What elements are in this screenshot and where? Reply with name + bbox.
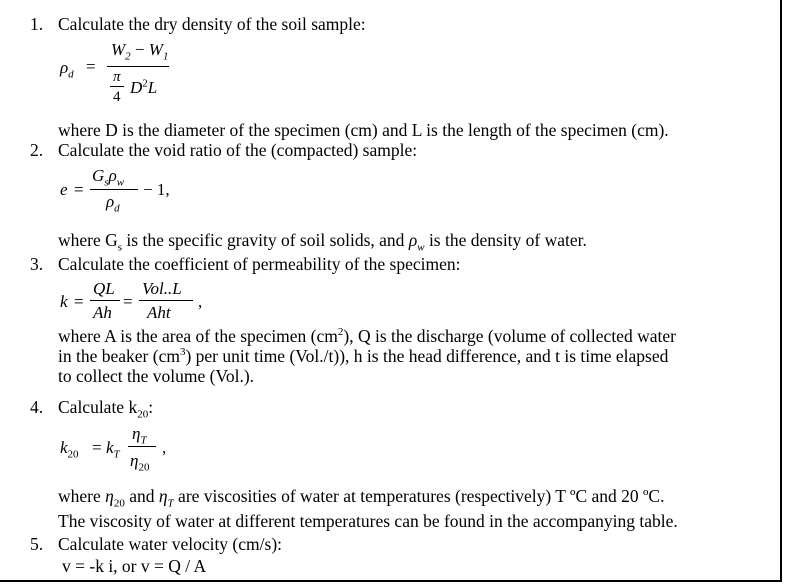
eta-t-symbol: η: [132, 424, 141, 443]
rho-w-subscript: w: [116, 176, 125, 189]
equals-sign: =: [74, 292, 84, 311]
step-5-title: Calculate water velocity (cm/s):: [58, 534, 283, 554]
gs-subscript: s: [104, 176, 109, 189]
step-5-number: 5.: [30, 534, 44, 554]
aht-denominator: Aht: [147, 303, 171, 322]
comma: ,: [198, 292, 203, 311]
equals-sign: =: [92, 438, 102, 457]
step-2-title: Calculate the void ratio of the (compacted) sample:: [58, 140, 418, 160]
w1-subscript: 1: [162, 50, 169, 63]
eta-20-subscript: 20: [138, 461, 150, 474]
step-4-title: Calculate $k_{20}$:: [58, 397, 154, 421]
step-2-note: where $G_s$ is the specific gravity of soil solids, and $\rho_w$ is the density of water.: [58, 230, 587, 254]
equals-sign: =: [74, 180, 84, 199]
step-4-number: 4.: [30, 397, 44, 417]
step-3-number: 3.: [30, 254, 44, 274]
step-5-formula: v = -k i, or v = Q / A: [62, 556, 207, 576]
w2-symbol: W: [111, 40, 126, 59]
e-symbol: e: [60, 180, 68, 199]
k20-subscript: 20: [67, 448, 79, 461]
step-4-note-line-2: The viscosity of water at different temperatures can be found in the accompanying table.: [58, 511, 678, 531]
pi-symbol: π: [113, 69, 121, 85]
equals-sign: =: [86, 57, 96, 76]
eta-t-subscript: T: [140, 434, 147, 447]
k-symbol: k: [60, 438, 68, 457]
step-3-note-line-1: where A is the area of the specimen $(cm^2)$, Q is the discharge (volume of collected water: [58, 326, 676, 346]
kt-subscript: T: [113, 448, 120, 461]
rho-symbol: ρ: [60, 58, 69, 77]
minus-sign: −: [130, 40, 149, 59]
rho-subscript: d: [68, 68, 74, 81]
vol-numerator: Vol..L: [142, 279, 182, 298]
step-3-note-line-3: to collect the volume (Vol.).: [58, 366, 255, 386]
gs-symbol: G: [92, 166, 105, 185]
fraction-bar: [90, 189, 138, 190]
w2-subscript: 2: [125, 50, 131, 63]
kt-symbol: k: [106, 438, 114, 457]
step-1-note: where D is the diameter of the specimen (cm) and L is the length of the specimen (cm).: [58, 120, 669, 140]
fraction-bar: [128, 446, 156, 447]
d-squared: 2: [142, 77, 148, 90]
four-digit: 4: [113, 89, 121, 105]
fraction-bar: [90, 300, 120, 301]
eta-20-symbol: η: [130, 451, 139, 470]
ah-denominator: Ah: [93, 303, 112, 322]
l-symbol: L: [147, 78, 158, 97]
d-symbol: D: [130, 78, 143, 97]
rho-d-symbol: ρ: [106, 192, 115, 211]
step-3-title: Calculate the coefficient of permeability of the specimen:: [58, 254, 461, 274]
step-1-number: 1.: [30, 14, 44, 34]
comma: ,: [162, 438, 167, 457]
ql-numerator: QL: [93, 279, 115, 298]
fraction-bar-2: [139, 300, 193, 301]
rho-d-subscript: d: [114, 202, 120, 215]
w1-symbol: W: [148, 40, 163, 59]
step-1-title: Calculate the dry density of the soil sample:: [58, 14, 366, 34]
step-2-number: 2.: [30, 140, 44, 160]
step-4-note-line-1: where $\eta_{20}$ and $\eta_T$ are viscosities of water at temperatures (respectively) T ºC and 20 ºC.: [58, 486, 665, 510]
k-symbol: k: [60, 292, 68, 311]
step-3-note-line-2: in the beaker $(cm^3)$ per unit time (Vol./t)), h is the head difference, and t is time elapsed: [58, 346, 669, 366]
equals-sign-2: =: [123, 292, 133, 311]
rho-w-symbol: ρ: [108, 166, 117, 185]
minus-one: − 1,: [143, 180, 170, 199]
